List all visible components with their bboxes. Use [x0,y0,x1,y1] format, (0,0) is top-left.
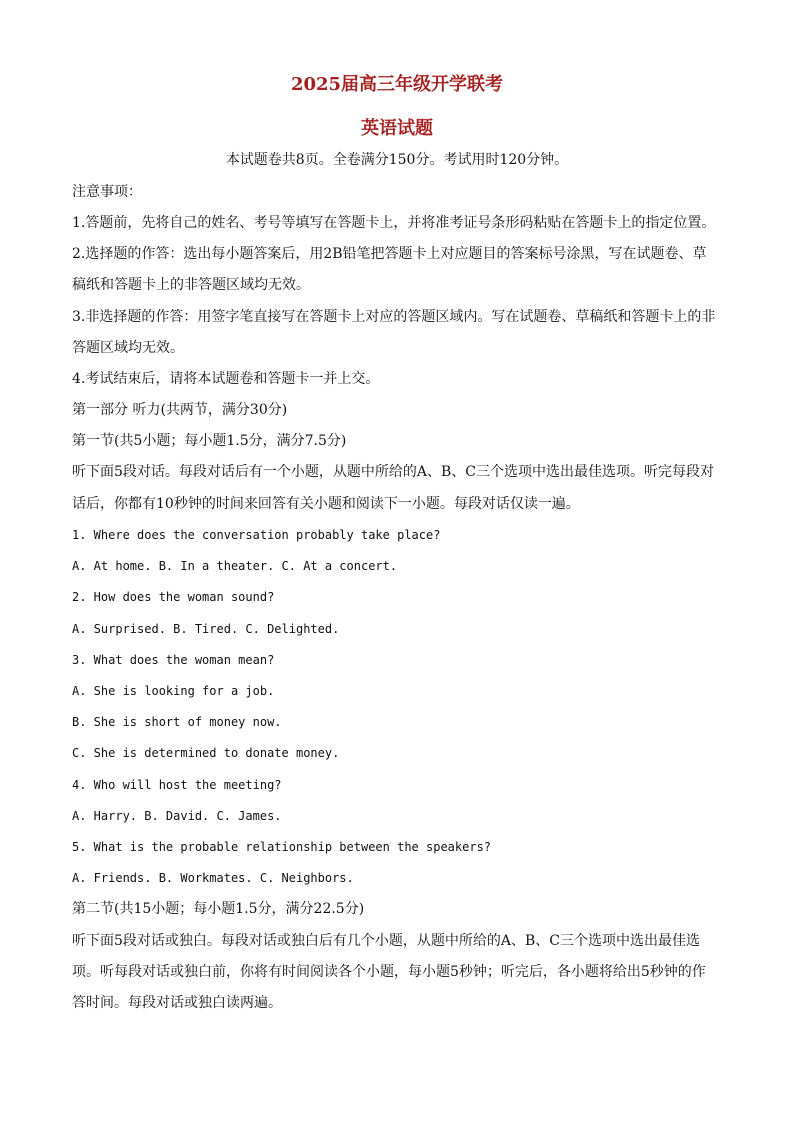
question-1-options: A. At home. B. In a theater. C. At a concert. [72,559,398,573]
question-1: 1. Where does the conversation probably take place? [72,528,441,542]
section2-instruction-line-1: 听下面5段对话或独白。每段对话或独白后有几个小题，从题中所给的A、B、C三个选项中选出最佳选 [72,933,701,949]
question-3: 3. What does the woman mean? [72,653,275,667]
question-5: 5. What is the probable relationship between the speakers? [72,840,492,854]
notice-item-1: 1.答题前，先将自己的姓名、考号等填写在答题卡上，并将准考证号条形码粘贴在答题卡上的指定位置。 [72,215,716,231]
part1-heading: 第一部分 听力(共两节，满分30分) [72,402,288,418]
question-3-option-b: B. She is short of money now. [72,715,282,729]
question-4-options: A. Harry. B. David. C. James. [72,809,282,823]
question-3-option-c: C. She is determined to donate money. [72,746,340,760]
question-2: 2. How does the woman sound? [72,590,275,604]
notice-item-2-line-2: 稿纸和答题卡上的非答题区域均无效。 [72,277,310,293]
notice-item-4: 4.考试结束后，请将本试题卷和答题卡一并上交。 [72,371,380,387]
notice-heading: 注意事项： [72,184,142,200]
notice-item-3-line-1: 3.非选择题的作答：用签字笔直接写在答题卡上对应的答题区域内。写在试题卷、草稿纸和答题卡上的非 [72,309,716,325]
section1-instruction-line-2: 话后，你都有10秒钟的时间来回答有关小题和阅读下一小题。每段对话仅读一遍。 [72,496,580,512]
exam-subtitle: 英语试题 [361,118,433,139]
notice-item-2-line-1: 2.选择题的作答：选出每小题答案后，用2B铅笔把答题卡上对应题目的答案标号涂黑，写在试题卷、草 [72,246,707,262]
section2-instruction-line-3: 答时间。每段对话或独白读两遍。 [72,995,282,1011]
notice-item-3-line-2: 答题区域均无效。 [72,340,184,356]
section2-heading: 第二节(共15小题；每小题1.5分，满分22.5分) [72,901,365,917]
question-2-options: A. Surprised. B. Tired. C. Delighted. [72,622,340,636]
section1-heading: 第一节(共5小题；每小题1.5分，满分7.5分) [72,433,347,449]
question-4: 4. Who will host the meeting? [72,778,282,792]
question-5-options: A. Friends. B. Workmates. C. Neighbors. [72,871,354,885]
section1-instruction-line-1: 听下面5段对话。每段对话后有一个小题，从题中所给的A、B、C三个选项中选出最佳选项。听完每段对 [72,464,715,480]
section2-instruction-line-2: 项。听每段对话或独白前，你将有时间阅读各个小题，每小题5秒钟；听完后，各小题将给出5秒钟的作 [72,964,706,980]
exam-title: 2025届高三年级开学联考 [290,74,504,95]
question-3-option-a: A. She is looking for a job. [72,684,275,698]
exam-info: 本试题卷共8页。全卷满分150分。考试用时120分钟。 [225,152,569,168]
